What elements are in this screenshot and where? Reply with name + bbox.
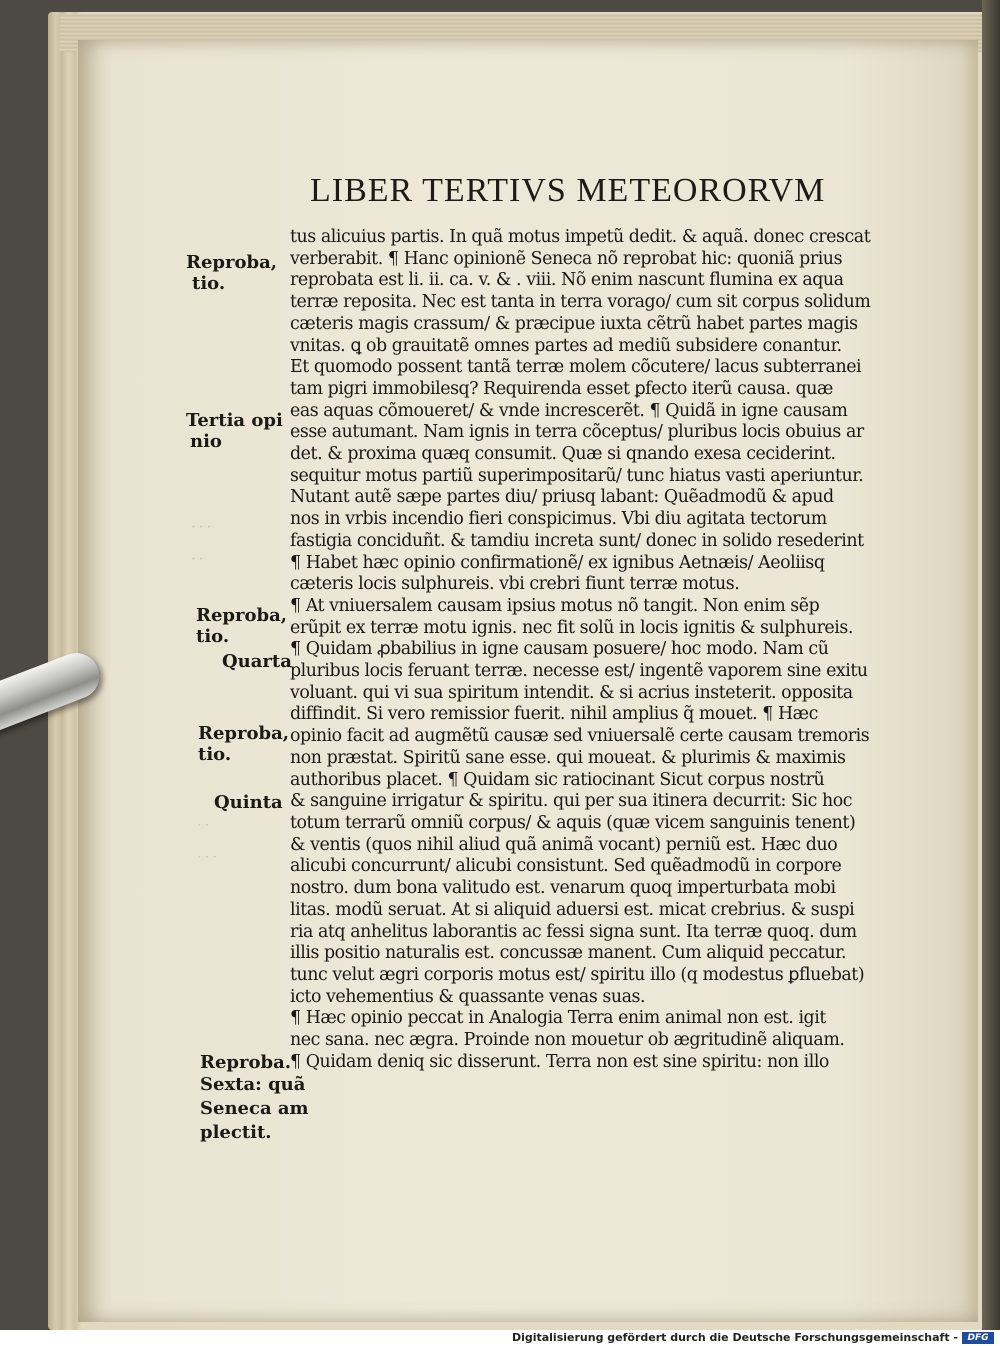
text-line: opinio facit ad augmẽtũ causæ sed vniuersalẽ certe causam tremoris bbox=[290, 726, 870, 747]
text-line: diffindit. Si vero remissior fuerit. nihil amplius q̃ mouet. ¶ Hæc bbox=[290, 704, 818, 725]
marginal-note: tio. bbox=[192, 273, 226, 294]
marginal-note: plectit. bbox=[200, 1122, 272, 1143]
marginal-note: Sexta: quã bbox=[200, 1074, 306, 1095]
text-line: totum terrarũ omniũ corpus/ & aquis (quæ vicem sanguinis tenent) bbox=[290, 812, 856, 833]
marginal-note: Quinta bbox=[214, 792, 283, 813]
text-line: terræ reposita. Nec est tanta in terra vorago/ cum sit corpus solidum bbox=[290, 292, 871, 313]
text-line: ¶ Habet hæc opinio confirmationẽ/ ex ignibus Aetnæis/ Aeoliisq bbox=[290, 552, 825, 573]
text-line: tunc velut ægri corporis motus est/ spiritu illo (q modestus ꝑfluebat) bbox=[290, 964, 865, 985]
text-line: Nutant autẽ sæpe partes diu/ priusq labant: Quẽadmodũ & apud bbox=[290, 487, 834, 508]
text-line: cæteris magis crassum/ & præcipue iuxta cẽtrũ habet partes magis bbox=[290, 313, 858, 334]
text-line: sequitur motus partiũ superimpositarũ/ tunc hiatus vasti aperiuntur. bbox=[290, 465, 864, 486]
text-line: non præstat. Spiritũ sane esse. qui moueat. & plurimis & maximis bbox=[290, 747, 846, 768]
text-line: reprobata est li. ii. ca. v. & . viii. Nõ enim nascunt̃ flumina ex aqua bbox=[290, 270, 844, 291]
dfg-logo: DFG bbox=[962, 1332, 994, 1344]
text-line: litas. modũ seruat. At si aliquid aduersi est. micat crebrius. & suspi bbox=[290, 899, 855, 920]
text-line: pluribus locis feruant terræ. necesse est/ ingentẽ vaporem sine exitu bbox=[290, 661, 868, 682]
text-line: verberabit. ¶ Hanc opinionẽ Seneca nõ reprobat hic: quoniã prius bbox=[290, 248, 843, 269]
text-line: det. & proxima quæq consumit. Quæ si qnando exesa ceciderint. bbox=[290, 444, 836, 465]
marginal-note: Seneca am bbox=[200, 1098, 309, 1119]
text-line: nec sana. nec ægra. Proinde non mouetur ob ægritudinẽ aliquam. bbox=[290, 1030, 845, 1051]
digitization-footer bbox=[0, 1330, 1000, 1346]
text-line: vnitas. ꝗ ob grauitatẽ omnes partes ad mediũ subsidere conantur. bbox=[290, 335, 842, 356]
text-line: ¶ Hæc opinio peccat in Analogia Terra enim animal non est. igit̃ bbox=[290, 1008, 826, 1029]
marginal-note: Reproba. bbox=[200, 1052, 292, 1073]
binding-gutter bbox=[982, 0, 1000, 1330]
text-line: nos in vrbis incendio fieri conspicimus. Vbi diu agitata tectorum bbox=[290, 509, 827, 530]
marginal-note: nio bbox=[190, 431, 222, 452]
text-line: eas aquas cõmoueret/ & vnde increscerẽt. ¶ Quidã in igne causam bbox=[290, 400, 848, 421]
text-line: & ventis (quos nihil aliud quã animã vocant) perniũ est. Hæc duo bbox=[290, 834, 838, 855]
text-line: ¶ Quidam deniq sic disserunt. Terra non est sine spiritu: non illo bbox=[290, 1051, 829, 1072]
running-title: LIBER TERTIVS METEORORVM bbox=[310, 172, 826, 209]
text-line: ¶ Quidam ꝓbabilius in igne causam posuere/ hoc modo. Nam cũ bbox=[290, 639, 829, 660]
text-line: nostro. dum bona valitudo est. venarum quoq imperturbata mobi bbox=[290, 878, 836, 899]
marginal-note: Reproba, bbox=[198, 723, 290, 744]
marginal-note: tio. bbox=[198, 744, 232, 765]
footer-credit: Digitalisierung gefördert durch die Deutsche Forschungsgemeinschaft - bbox=[511, 1331, 958, 1344]
text-line: erũpit ex terræ motu ignis. nec fit solũ in locis ignitis & sulphureis. bbox=[290, 617, 853, 638]
marginal-note: Reproba, bbox=[196, 605, 288, 626]
text-line: illis positio naturalis est. concussæ manent. Cum aliquid peccatur. bbox=[290, 943, 847, 964]
text-line: alicubi concurrunt/ alicubi consistunt. Sed quẽadmodũ in corpore bbox=[290, 856, 842, 877]
text-line: ria atq anhelitus laborantis ac fessi signa sunt. Ita terræ quoq. dum bbox=[290, 921, 857, 942]
text-line: ¶ At vniuersalem causam ipsius motus nõ tangit. Non enim sẽp bbox=[290, 595, 820, 616]
marginal-note: Tertia opi bbox=[186, 410, 283, 431]
text-line: cæteris locis sulphureis. vbi crebri fiunt terræ motus. bbox=[290, 574, 740, 595]
text-line: esse autumant. Nam ignis in terra cõceptus/ pluribus locis obuius ar bbox=[290, 422, 864, 443]
text-line: icto vehementius & quassante venas suas. bbox=[290, 986, 646, 1007]
bleed-through-text: ⸱ ⸱ ⸱ ⸱ ⸱ bbox=[196, 818, 216, 866]
marginal-note: tio. bbox=[196, 626, 230, 647]
marginal-note: Reproba, bbox=[186, 252, 278, 273]
text-line: & sanguine irrigatur & spiritu. qui per sua itinera decurrit: Sic hoc bbox=[290, 791, 852, 812]
text-line: tus alicuius partis. In quã motus impetũ dedit. & aquã. donec crescat bbox=[290, 227, 871, 247]
text-line: voluant. qui vi sua spiritum intendit. & si acrius insteterit. opposita bbox=[290, 682, 853, 703]
body-text bbox=[290, 227, 910, 1073]
bleed-through-text: ⸱ ⸱ ⸱ ⸱ ⸱ bbox=[190, 520, 210, 568]
marginal-note: Quarta bbox=[222, 651, 292, 672]
text-line: authoribus placet. ¶ Quidam sic ratiocinant̃ Sicut corpus nostrũ bbox=[290, 769, 825, 790]
text-line: tam pigri immobilesq? Requirenda esset ꝑfecto iterũ causa. quæ bbox=[290, 378, 833, 399]
text-line: Et quomodo possent tantã terræ molem cõcutere/ lacus subterranei bbox=[290, 357, 862, 378]
text-line: fastigia conciduñt. & tamdiu increta sunt/ donec in solido resederint bbox=[290, 530, 864, 551]
